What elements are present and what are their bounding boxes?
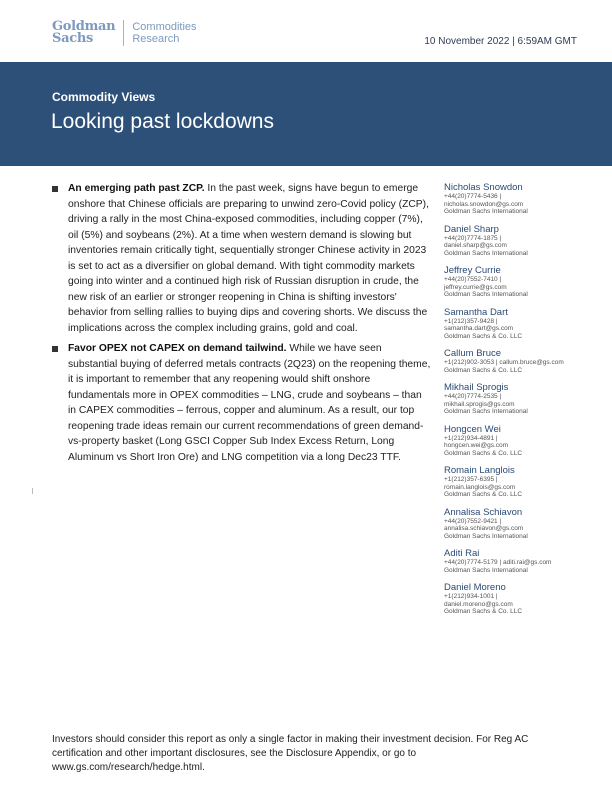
analyst-name: Annalisa Schiavon — [444, 506, 523, 518]
bullet-square-icon — [52, 186, 58, 192]
analyst-contact — [444, 348, 604, 374]
logo-line-2: Sachs — [52, 31, 93, 46]
analyst-detail: +1(212)934-4891 | — [444, 434, 498, 442]
summary-bullets — [52, 181, 432, 470]
analyst-detail: daniel.sharp@gs.com — [444, 242, 507, 249]
analyst-detail: Goldman Sachs & Co. LLC — [444, 366, 523, 374]
bullet-item — [52, 181, 432, 336]
analyst-detail: +1(212)934-1001 | — [444, 593, 498, 600]
analyst-detail: nicholas.snowdon@gs.com — [444, 200, 524, 208]
analyst-detail: romain.langlois@gs.com — [444, 483, 516, 491]
analyst-contact — [444, 224, 604, 258]
analyst-name: Daniel Sharp — [444, 223, 499, 235]
analyst-detail: samantha.dart@gs.com — [444, 325, 514, 332]
analyst-name: Aditi Rai — [444, 548, 480, 559]
analyst-detail: +44(20)7552-7410 | — [444, 276, 502, 283]
analyst-detail: daniel.moreno@gs.com — [444, 600, 513, 608]
analyst-detail: mikhail.sprogis@gs.com — [444, 400, 515, 408]
analyst-detail: Goldman Sachs & Co. LLC — [444, 608, 523, 615]
bullet-lead: Favor OPEX not CAPEX on demand tailwind. — [68, 343, 287, 354]
analyst-contact — [444, 507, 604, 541]
analyst-detail: Goldman Sachs International — [444, 532, 528, 540]
analyst-contacts — [444, 182, 604, 624]
title-band — [0, 62, 612, 166]
division-line-1: Commodities — [132, 21, 197, 33]
series-name: Commodity Views — [52, 90, 156, 104]
analyst-name: Jeffrey Currie — [444, 265, 501, 276]
analyst-name: Hongcen Wei — [444, 423, 501, 435]
analyst-contact — [444, 548, 604, 574]
analyst-detail: +1(212)357-6395 | — [444, 476, 498, 483]
analyst-detail: +1(212)902-3053 | callum.bruce@gs.com — [444, 359, 564, 366]
analyst-name: Daniel Moreno — [444, 582, 506, 593]
analyst-detail: Goldman Sachs International — [444, 249, 528, 257]
analyst-name: Nicholas Snowdon — [444, 182, 523, 193]
analyst-contact — [444, 424, 604, 458]
analyst-detail: +44(20)7552-9421 | — [444, 517, 502, 525]
analyst-contact — [444, 182, 604, 216]
analyst-detail: annalisa.schiavon@gs.com — [444, 525, 524, 532]
analyst-detail: +44(20)7774-2535 | — [444, 393, 502, 400]
analyst-detail: Goldman Sachs International — [444, 408, 528, 415]
report-date: 10 November 2022 | 6:59AM GMT — [424, 36, 577, 47]
analyst-name: Mikhail Sprogis — [444, 382, 509, 393]
analyst-detail: +1(212)357-9428 | — [444, 317, 498, 325]
analyst-detail: +44(20)7774-5179 | aditi.rai@gs.com — [444, 559, 552, 566]
bullet-lead: An emerging path past ZCP. — [68, 183, 205, 194]
bullet-text: In the past week, signs have begun to emerge onshore that Chinese officials are preparing to unwind zero-Covid policy (ZCP), driving a rally in the most China-exposed commodities, including copper (7%), oil (5%) and soybeans (2%). At a time when western demand is slowing but inventories remain critically tight, sequentially stronger Chinese activity in 2023 is set to act as a diversifier on global demand. With tight commodity markets going into winter and a continued high risk of Russian disruption in crude, the new risk of an earlier or stronger reopening in China is shifting investors' behavior from selling rallies to buying dips and covering shorts. We discuss the implications across the complex including grains, gold and coal. — [68, 183, 429, 334]
analyst-name: Samantha Dart — [444, 306, 508, 318]
goldman-sachs-logo — [52, 20, 197, 46]
analyst-detail: Goldman Sachs International — [444, 566, 528, 574]
bullet-square-icon — [52, 346, 58, 352]
analyst-detail: hongcen.wei@gs.com — [444, 442, 509, 449]
analyst-detail: Goldman Sachs & Co. LLC — [444, 491, 523, 498]
analyst-detail: Goldman Sachs & Co. LLC — [444, 332, 523, 340]
analyst-detail: jeffrey.currie@gs.com — [444, 283, 507, 291]
analyst-detail: Goldman Sachs & Co. LLC — [444, 449, 523, 457]
logo-line-1: Goldman — [52, 19, 116, 34]
analyst-detail: Goldman Sachs International — [444, 208, 528, 215]
disclosure-footer: Investors should consider this report as only a single factor in making their investment decision. For Reg AC certification and other important disclosures, see the Disclosure Appendix, or go to www.gs.com/research/hedge.html. — [52, 734, 529, 773]
bullet-item — [52, 341, 432, 465]
bullet-text: While we have seen substantial buying of deferred metals contracts (2Q23) on the reopening theme, it is important to remember that any reopening would shift onshore fundamentals more in OPEX commodities – LNG, crude and soybeans – than in CAPEX commodities – ferrous, copper and aluminum. As a result, our top reopening trade ideas remain our current recommendations of green demand-vs-property basket (Long GSCI Copper Sub Index Excess Return, Long Aluminum vs Short Iron Ore) and LNG competition via a long Dec23 TTF. — [68, 343, 431, 463]
analyst-contact — [444, 465, 604, 499]
analyst-name: Callum Bruce — [444, 348, 502, 359]
analyst-name: Romain Langlois — [444, 465, 515, 476]
analyst-detail: Goldman Sachs International — [444, 291, 528, 298]
analyst-contact — [444, 265, 604, 299]
analyst-contact — [444, 582, 604, 616]
analyst-detail: +44(20)7774-5436 | — [444, 193, 502, 200]
analyst-contact — [444, 382, 604, 416]
margin-mark — [32, 488, 33, 494]
analyst-detail: +44(20)7774-1875 | — [444, 234, 502, 242]
analyst-contact — [444, 307, 604, 341]
page-title: Looking past lockdowns — [51, 110, 274, 133]
logo-divider — [123, 20, 124, 46]
division-line-2: Research — [132, 33, 180, 45]
